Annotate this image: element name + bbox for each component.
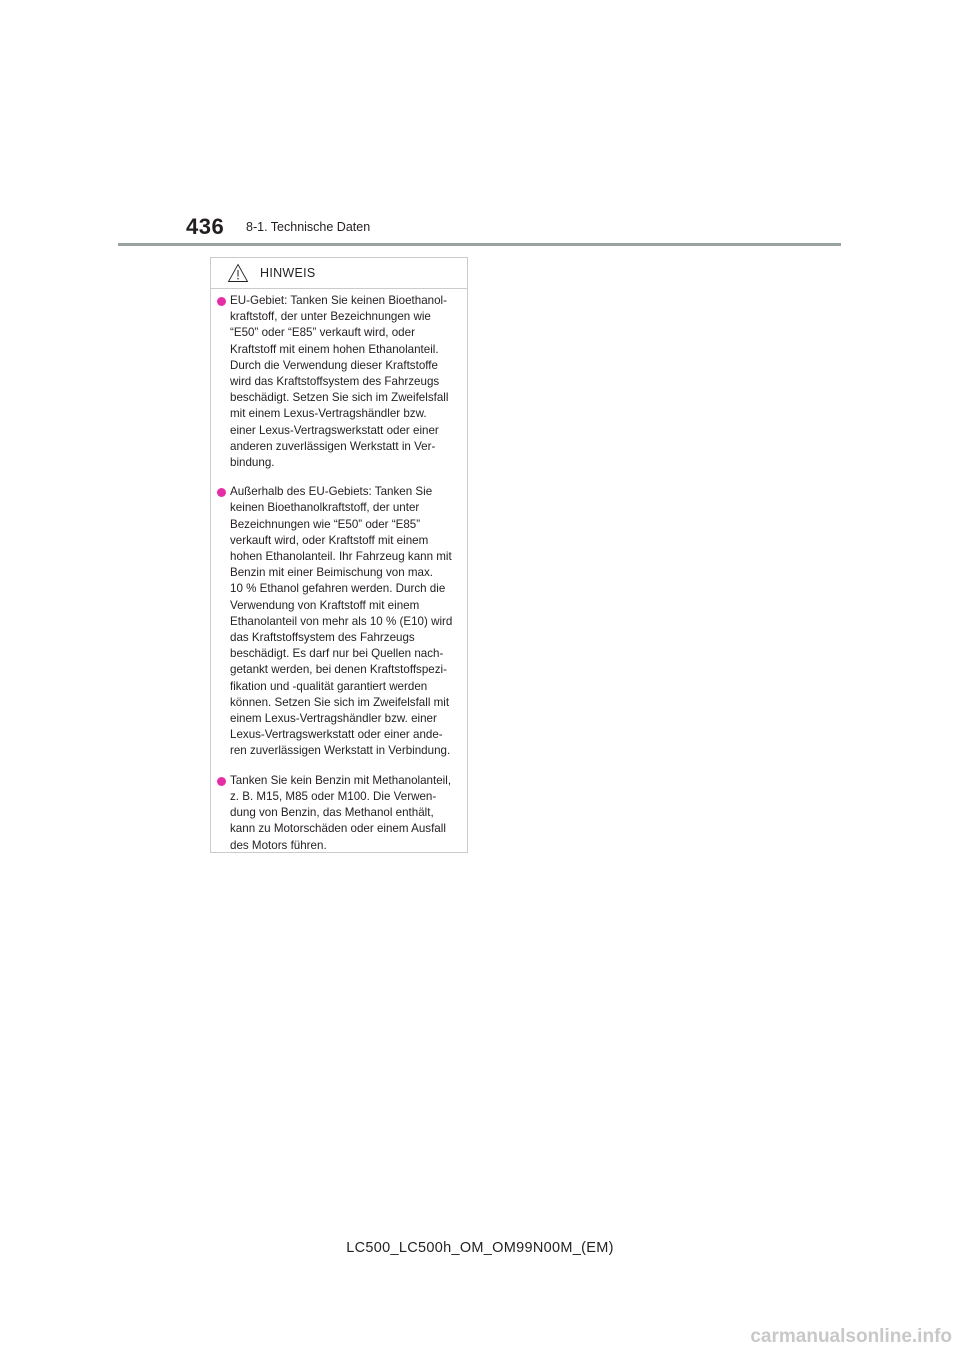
text-line: Lexus-Vertragswerkstatt oder einer ande- bbox=[230, 728, 443, 742]
text-line: beschädigt. Setzen Sie sich im Zweifelsfall bbox=[230, 391, 449, 405]
page-number: 436 bbox=[186, 214, 225, 239]
notice-item-eu bbox=[217, 293, 461, 471]
text-line: z. B. M15, M85 oder M100. Die Verwen- bbox=[230, 789, 437, 803]
text-line: getankt werden, bei denen Kraftstoffspezi- bbox=[230, 663, 447, 677]
text-line: keinen Bioethanolkraftstoff, der unter bbox=[230, 501, 420, 515]
watermark: carmanualsonline.info bbox=[750, 1326, 952, 1347]
text-line: “E50” oder “E85” verkauft wird, oder bbox=[230, 326, 415, 340]
text-line: anderen zuverlässigen Werkstatt in Ver- bbox=[230, 439, 436, 453]
text-line: bindung. bbox=[230, 456, 275, 470]
text-line: 10 % Ethanol gefahren werden. Durch die bbox=[230, 582, 446, 596]
notice-item-non-eu bbox=[217, 484, 461, 759]
text-line: kraftstoff, der unter Bezeichnungen wie bbox=[230, 310, 431, 324]
text-line: hohen Ethanolanteil. Ihr Fahrzeug kann mit bbox=[230, 550, 452, 564]
text-line: Tanken Sie kein Benzin mit Methanolanteil, bbox=[230, 773, 452, 787]
text-line: beschädigt. Es darf nur bei Quellen nach- bbox=[230, 647, 444, 661]
text-line: Ethanolanteil von mehr als 10 % (E10) wird bbox=[230, 614, 453, 628]
text-line: ren zuverlässigen Werkstatt in Verbindung. bbox=[230, 744, 451, 758]
text-line: Verwendung von Kraftstoff mit einem bbox=[230, 598, 420, 612]
text-line: können. Setzen Sie sich im Zweifelsfall mit bbox=[230, 695, 450, 709]
text-line: Benzin mit einer Beimischung von max. bbox=[230, 566, 433, 580]
text-line: wird das Kraftstoffsystem des Fahrzeugs bbox=[230, 375, 440, 389]
bullet-icon bbox=[217, 777, 226, 786]
header-rule bbox=[118, 243, 841, 246]
text-line: fikation und -qualität garantiert werden bbox=[230, 679, 428, 693]
text-line: mit einem Lexus-Vertragshändler bzw. bbox=[230, 407, 427, 421]
section-title: 8-1. Technische Daten bbox=[246, 220, 371, 234]
text-line: dung von Benzin, das Methanol enthält, bbox=[230, 806, 434, 820]
notice-item-methanol bbox=[217, 773, 461, 854]
notice-heading: HINWEIS bbox=[260, 266, 316, 280]
bullet-icon bbox=[217, 297, 226, 306]
text-line: Durch die Verwendung dieser Kraftstoffe bbox=[230, 358, 438, 372]
text-line: kann zu Motorschäden oder einem Ausfall bbox=[230, 822, 446, 836]
text-line: EU-Gebiet: Tanken Sie keinen Bioethanol- bbox=[230, 294, 447, 307]
text-line: verkauft wird, oder Kraftstoff mit einem bbox=[230, 533, 429, 547]
text-line: Bezeichnungen wie “E50” oder “E85” bbox=[230, 517, 421, 531]
text-line: einem Lexus-Vertragshändler bzw. einer bbox=[230, 712, 437, 726]
text-line: einer Lexus-Vertragswerkstatt oder einer bbox=[230, 423, 439, 437]
notice-body bbox=[211, 289, 467, 854]
notice-box bbox=[210, 257, 468, 853]
text-line: Außerhalb des EU-Gebiets: Tanken Sie bbox=[230, 485, 433, 499]
document-code: LC500_LC500h_OM_OM99N00M_(EM) bbox=[346, 1240, 614, 1256]
bullet-icon bbox=[217, 488, 226, 497]
notice-header bbox=[211, 258, 467, 289]
warning-triangle-icon bbox=[227, 263, 249, 283]
text-line: des Motors führen. bbox=[230, 838, 327, 852]
text-line: Kraftstoff mit einem hohen Ethanolanteil. bbox=[230, 342, 439, 356]
text-line: das Kraftstoffsystem des Fahrzeugs bbox=[230, 631, 415, 645]
